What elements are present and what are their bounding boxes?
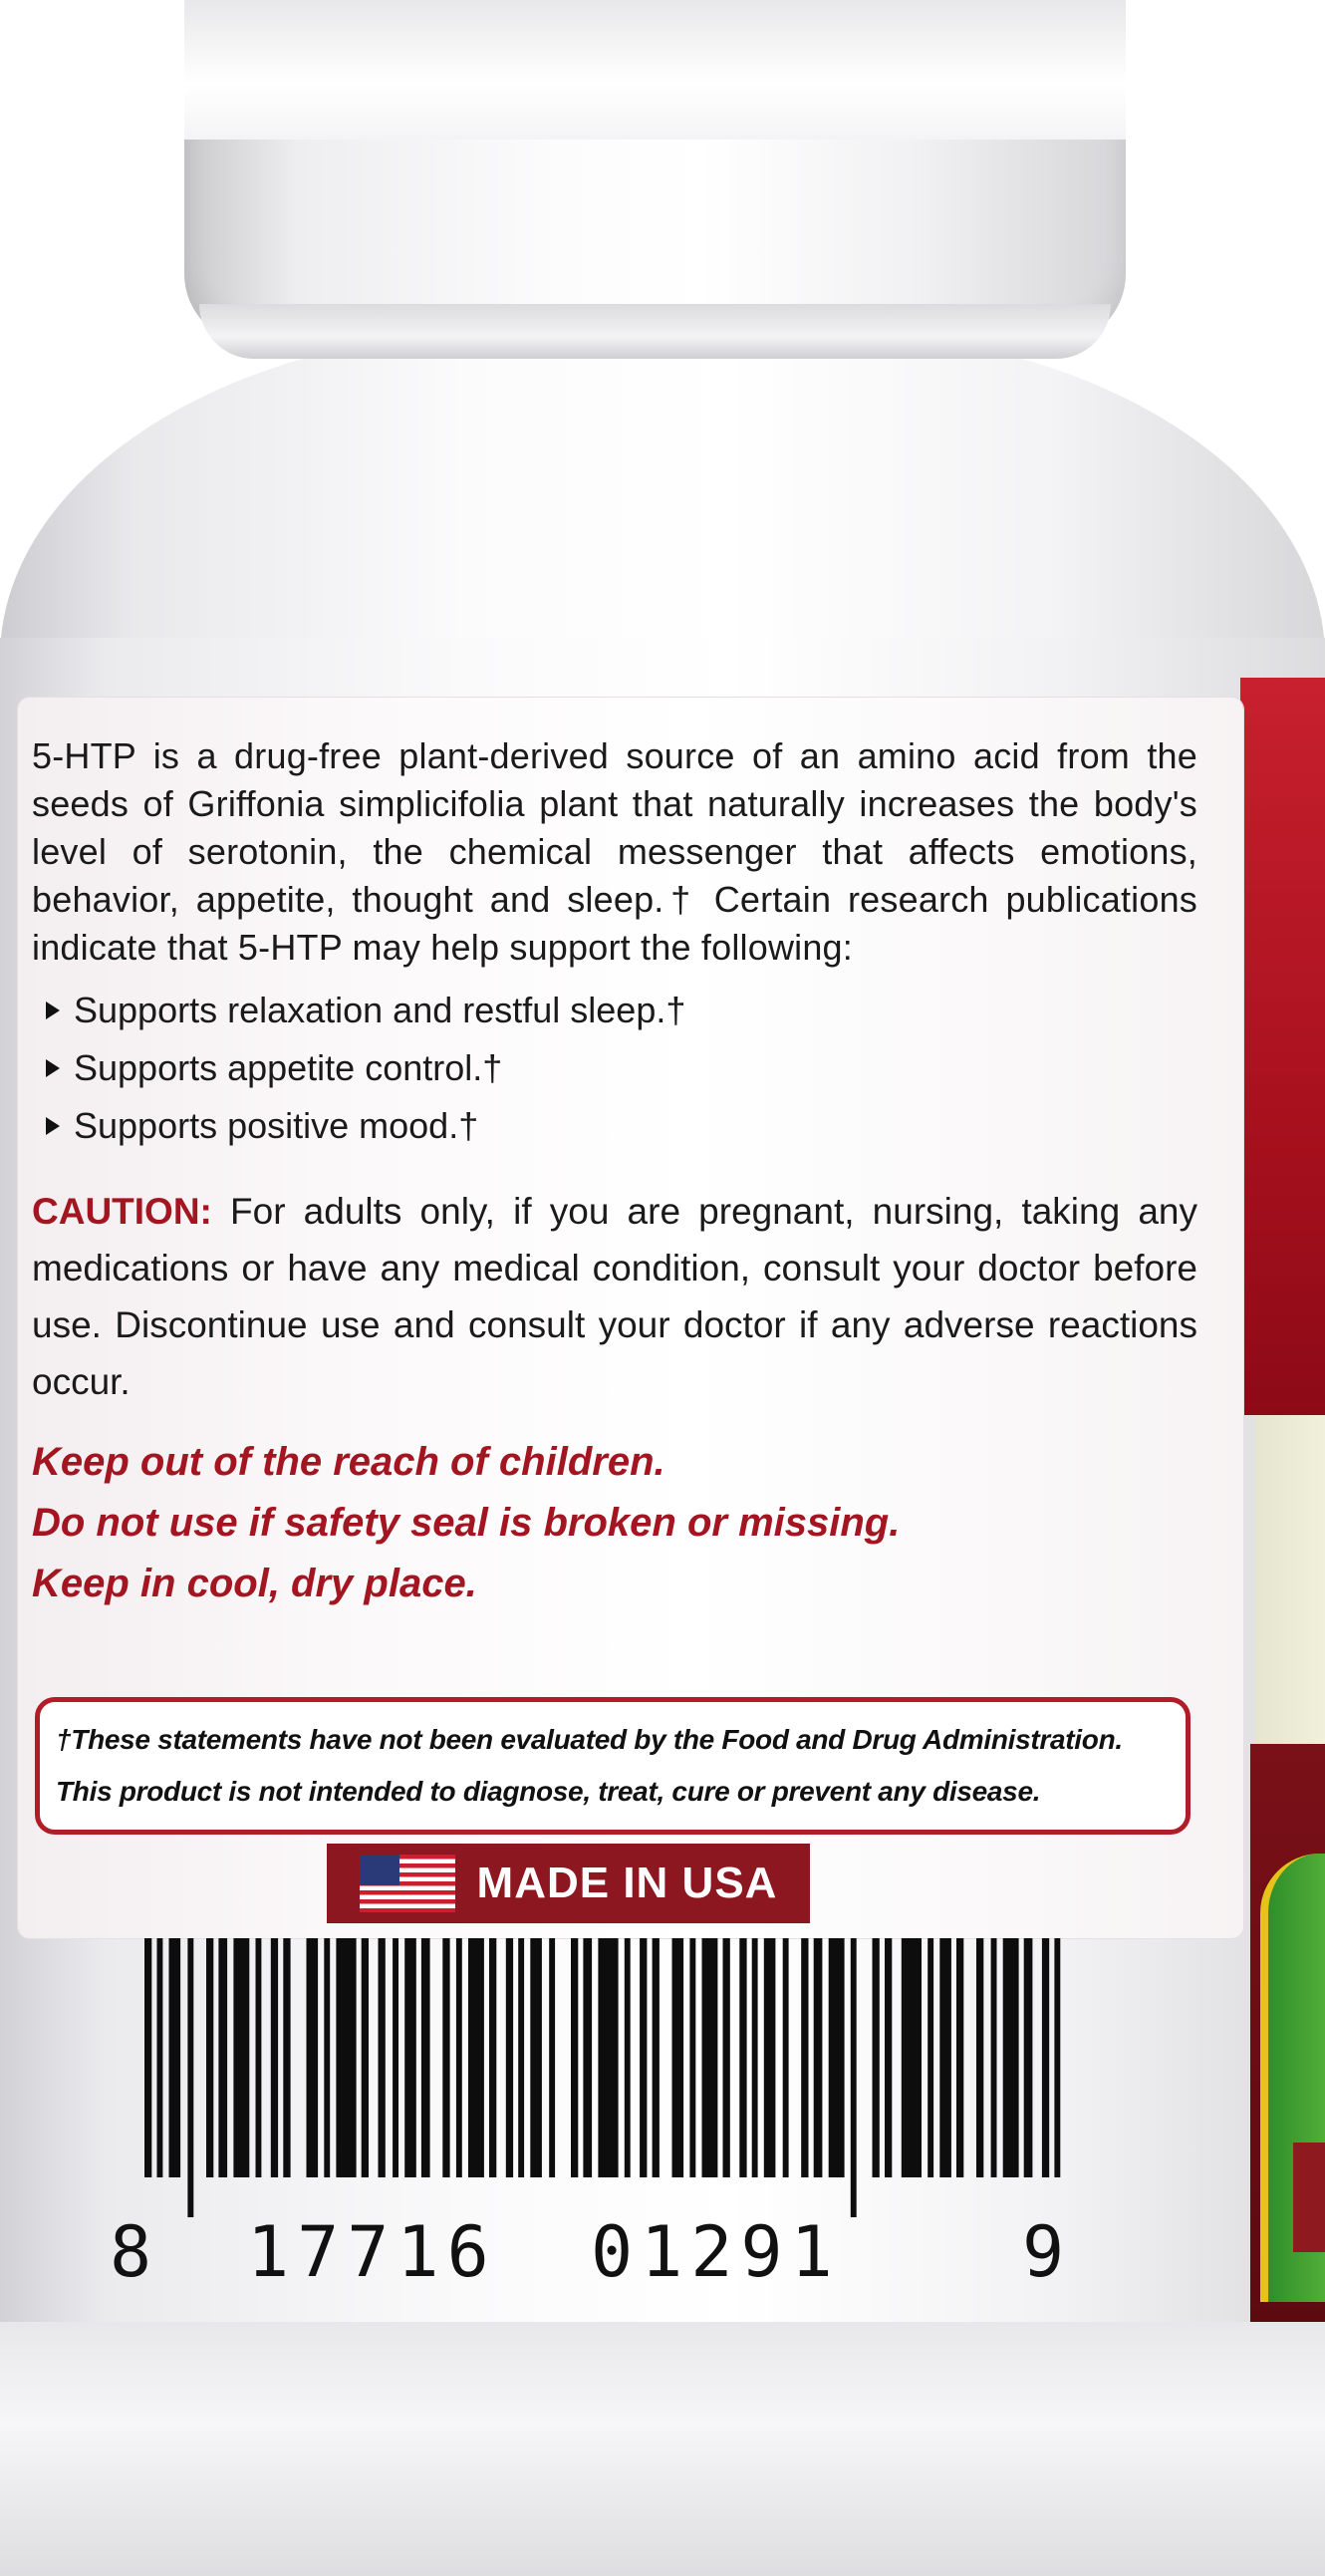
barcode-bar <box>549 1938 555 2177</box>
caution-heading: CAUTION: <box>32 1191 212 1232</box>
barcode-bar <box>1024 1938 1033 2177</box>
barcode-bar <box>468 1938 484 2177</box>
barcode-bar <box>157 1938 163 2177</box>
barcode-bar <box>672 1938 684 2177</box>
barcode-bar <box>598 1938 618 2177</box>
fda-disclaimer <box>35 1697 1191 1835</box>
barcode-bar <box>653 1938 660 2177</box>
barcode-bar <box>739 1938 746 2177</box>
barcode-bar <box>336 1938 356 2177</box>
bullet-arrow-icon <box>46 1117 60 1135</box>
barcode-bar <box>689 1938 695 2177</box>
barcode-bar <box>187 1938 193 2217</box>
bullet-arrow-icon <box>46 1002 60 1019</box>
front-label-wrap-cream <box>1255 1415 1325 1744</box>
front-label-wrap-tag <box>1293 2143 1325 2252</box>
barcode-bar <box>902 1938 922 2177</box>
barcode-bar <box>283 1938 290 2177</box>
barcode-bar <box>404 1938 416 2177</box>
barcode-bar <box>218 1938 227 2177</box>
barcode-bar <box>625 1938 631 2177</box>
barcode-bar <box>885 1938 892 2177</box>
barcode-bar <box>1003 1938 1019 2177</box>
barcode-bar <box>723 1938 730 2177</box>
warning-item: Keep out of the reach of children. <box>32 1440 665 1484</box>
made-in-usa-text: MADE IN USA <box>476 1859 778 1907</box>
barcode-bar <box>991 1938 997 2177</box>
product-description: 5-HTP is a drug-free plant-derived source of an amino acid from the seeds of Griffonia simplicifolia plant that naturally increases the body's level of serotonin, the chemical messenger that affects emotions, behavior, appetite, thought and sleep.† Certain research publications indicate that 5-HTP may help support the following: <box>32 735 1197 968</box>
barcode-bar <box>640 1938 647 2177</box>
barcode-bar <box>829 1938 845 2177</box>
barcode-bar <box>814 1938 823 2177</box>
barcode-bar <box>442 1938 449 2177</box>
barcode-bar <box>702 1938 718 2177</box>
benefit-item: Supports relaxation and restful sleep.† <box>32 982 1197 1039</box>
bottle-base <box>0 2322 1325 2576</box>
benefit-list <box>32 982 1197 1155</box>
barcode-bar <box>752 1938 758 2177</box>
barcode-bar <box>233 1938 249 2177</box>
barcode-bar <box>324 1938 330 2177</box>
barcode-bar <box>851 1938 857 2217</box>
bullet-arrow-icon <box>46 1059 60 1077</box>
barcode-bar <box>530 1938 542 2177</box>
caution-text <box>32 1183 1197 1410</box>
barcode-bar <box>928 1938 933 2177</box>
label-copy <box>32 732 1197 1614</box>
us-flag-icon <box>360 1855 455 1912</box>
barcode-bar <box>764 1938 776 2177</box>
benefit-item: Supports positive mood.† <box>32 1097 1197 1155</box>
barcode-bar <box>307 1938 319 2177</box>
barcode-bar <box>379 1938 386 2177</box>
made-in-usa-banner <box>327 1844 810 1923</box>
barcode-bar <box>421 1938 430 2177</box>
barcode-bar <box>362 1938 369 2177</box>
barcode-bar <box>571 1938 578 2177</box>
barcode-check-digit: 9 <box>1022 2211 1073 2293</box>
barcode-right-digits: 01291 <box>591 2211 841 2293</box>
barcode-bar <box>583 1938 592 2177</box>
barcode-bar <box>939 1938 951 2177</box>
barcode-bar <box>506 1938 513 2177</box>
barcode-bar <box>144 1938 151 2177</box>
barcode-bar <box>783 1938 789 2177</box>
barcode-bars <box>110 1938 1096 2217</box>
warning-list <box>32 1432 1197 1614</box>
caution-body: For adults only, if you are pregnant, nursing, taking any medications or have any medical condition, consult your doctor before use. Discontinue use and consult your doctor if any adverse reactions occur. <box>32 1191 1197 1402</box>
fda-line: †These statements have not been evaluated by the Food and Drug Administration. <box>56 1724 1123 1755</box>
barcode-bar <box>801 1938 808 2177</box>
bottle-cap-rim <box>199 304 1111 359</box>
barcode-bar <box>456 1938 462 2177</box>
barcode-bar <box>976 1938 983 2177</box>
warning-item: Keep in cool, dry place. <box>32 1562 477 1605</box>
fda-line: This product is not intended to diagnose, treat, cure or prevent any disease. <box>56 1776 1041 1807</box>
barcode-bar <box>169 1938 181 2177</box>
barcode-left-digits: 17716 <box>247 2211 497 2293</box>
warning-item: Do not use if safety seal is broken or missing. <box>32 1501 901 1545</box>
barcode-bar <box>518 1938 524 2177</box>
barcode-bar <box>393 1938 398 2177</box>
front-label-wrap-red <box>1240 678 1325 1415</box>
barcode-lead-digit: 8 <box>110 2211 160 2293</box>
bottle-cap-top <box>184 0 1126 140</box>
barcode-bar <box>1042 1938 1049 2177</box>
barcode-bar <box>206 1938 213 2177</box>
barcode-bar <box>1054 1938 1060 2177</box>
barcode-bar <box>956 1938 963 2177</box>
barcode-bar <box>271 1938 278 2177</box>
barcode-bar <box>489 1938 496 2177</box>
benefit-item: Supports appetite control.† <box>32 1039 1197 1097</box>
barcode-bar <box>256 1938 262 2177</box>
barcode-bar <box>873 1938 880 2177</box>
